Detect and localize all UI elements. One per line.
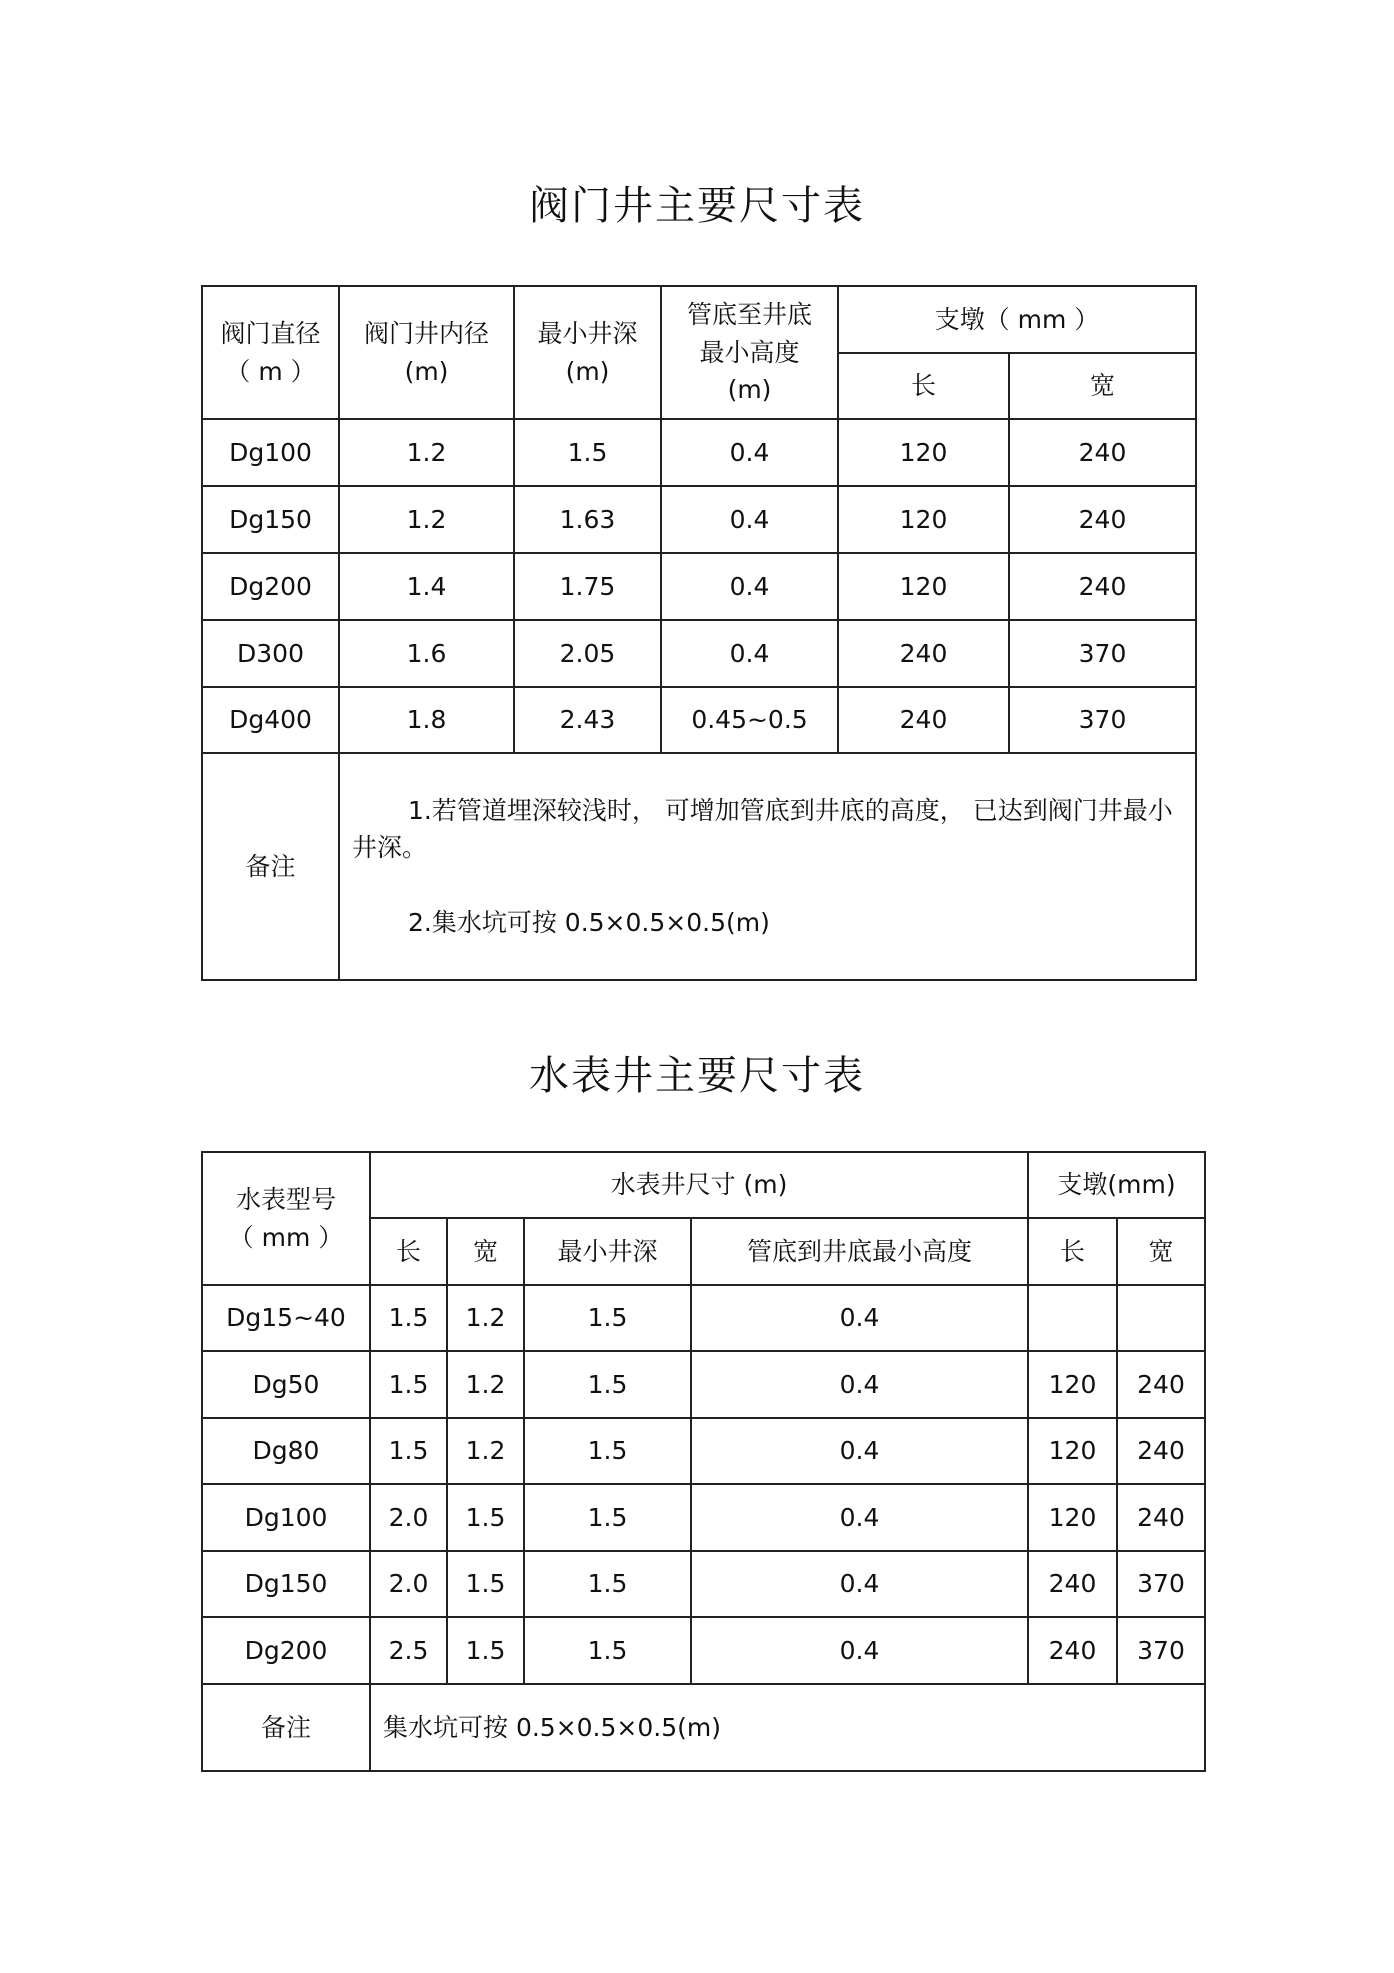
table-row xyxy=(202,553,1196,620)
cell-bottom-height: 0.4 xyxy=(691,1484,1028,1551)
cell-support-length: 240 xyxy=(1028,1551,1117,1617)
cell-bottom-height: 0.4 xyxy=(661,419,838,486)
cell-min-depth: 2.43 xyxy=(514,687,661,753)
cell-length: 2.0 xyxy=(370,1551,447,1617)
cell-support-width: 240 xyxy=(1009,486,1196,553)
cell-support-width: 240 xyxy=(1117,1418,1205,1484)
header-support-group: 支墩(mm) xyxy=(1028,1152,1205,1218)
cell-min-depth: 1.75 xyxy=(514,553,661,620)
cell-inner-diameter: 1.6 xyxy=(339,620,514,687)
header-size-group: 水表井尺寸 (m) xyxy=(370,1152,1028,1218)
cell-bottom-height: 0.4 xyxy=(661,553,838,620)
note-row xyxy=(202,753,1196,980)
cell-min-depth: 1.5 xyxy=(514,419,661,486)
cell-length: 2.0 xyxy=(370,1484,447,1551)
cell-bottom-height: 0.4 xyxy=(691,1418,1028,1484)
cell-bottom-height: 0.4 xyxy=(661,486,838,553)
cell-bottom-height: 0.4 xyxy=(691,1617,1028,1684)
cell-width: 1.2 xyxy=(447,1285,524,1351)
cell-support-width xyxy=(1117,1285,1205,1351)
header-support-length: 长 xyxy=(838,353,1009,419)
cell-width: 1.5 xyxy=(447,1484,524,1551)
cell-width: 1.2 xyxy=(447,1418,524,1484)
cell-length: 1.5 xyxy=(370,1285,447,1351)
header-length: 长 xyxy=(370,1218,447,1285)
table-row xyxy=(202,620,1196,687)
cell-inner-diameter: 1.8 xyxy=(339,687,514,753)
note-label: 备注 xyxy=(202,1684,370,1771)
cell-support-width: 240 xyxy=(1117,1351,1205,1418)
cell-min-depth: 1.5 xyxy=(524,1285,691,1351)
table-row xyxy=(202,1484,1205,1551)
cell-support-length: 120 xyxy=(1028,1351,1117,1418)
cell-model: Dg200 xyxy=(202,1617,370,1684)
table-row xyxy=(202,1351,1205,1418)
note-line-2: 2.集水坑可按 0.5×0.5×0.5(m) xyxy=(408,908,770,937)
table-row xyxy=(202,419,1196,486)
cell-support-width: 240 xyxy=(1117,1484,1205,1551)
note-row xyxy=(202,1684,1205,1771)
meter-table-title: 水表井主要尺寸表 xyxy=(529,1053,865,1099)
valve-well-dimension-table xyxy=(201,285,1197,981)
cell-model: Dg150 xyxy=(202,1551,370,1617)
cell-support-length: 120 xyxy=(838,419,1009,486)
water-meter-well-dimension-table xyxy=(201,1151,1206,1772)
cell-model: Dg80 xyxy=(202,1418,370,1484)
header-support-group: 支墩（ mm ） xyxy=(838,286,1196,353)
cell-model: Dg50 xyxy=(202,1351,370,1418)
cell-diameter: Dg200 xyxy=(202,553,339,620)
cell-bottom-height: 0.45~0.5 xyxy=(661,687,838,753)
cell-diameter: Dg400 xyxy=(202,687,339,753)
cell-support-length: 120 xyxy=(1028,1484,1117,1551)
cell-support-width: 370 xyxy=(1009,687,1196,753)
cell-diameter: Dg150 xyxy=(202,486,339,553)
header-bottom-height: 管底至井底 最小高度 (m) xyxy=(661,286,838,419)
cell-support-length: 240 xyxy=(1028,1617,1117,1684)
cell-min-depth: 1.5 xyxy=(524,1551,691,1617)
table-row xyxy=(202,1418,1205,1484)
table-row xyxy=(202,1285,1205,1351)
valve-table-title: 阀门井主要尺寸表 xyxy=(529,183,865,229)
cell-inner-diameter: 1.4 xyxy=(339,553,514,620)
cell-support-width: 240 xyxy=(1009,553,1196,620)
cell-min-depth: 1.5 xyxy=(524,1418,691,1484)
cell-width: 1.5 xyxy=(447,1551,524,1617)
cell-bottom-height: 0.4 xyxy=(691,1351,1028,1418)
header-support-length: 长 xyxy=(1028,1218,1117,1285)
cell-model: Dg15~40 xyxy=(202,1285,370,1351)
cell-support-length: 120 xyxy=(1028,1418,1117,1484)
header-inner-diameter: 阀门井内径 (m) xyxy=(339,286,514,419)
cell-inner-diameter: 1.2 xyxy=(339,419,514,486)
table-row xyxy=(202,1617,1205,1684)
cell-bottom-height: 0.4 xyxy=(691,1285,1028,1351)
cell-support-length xyxy=(1028,1285,1117,1351)
header-support-width: 宽 xyxy=(1117,1218,1205,1285)
cell-support-length: 120 xyxy=(838,553,1009,620)
cell-inner-diameter: 1.2 xyxy=(339,486,514,553)
cell-support-width: 240 xyxy=(1009,419,1196,486)
cell-support-width: 370 xyxy=(1117,1617,1205,1684)
cell-bottom-height: 0.4 xyxy=(691,1551,1028,1617)
cell-min-depth: 2.05 xyxy=(514,620,661,687)
header-support-width: 宽 xyxy=(1009,353,1196,419)
table-row xyxy=(202,486,1196,553)
header-min-depth: 最小井深 xyxy=(524,1218,691,1285)
header-valve-diameter: 阀门直径 （ m ） xyxy=(202,286,339,419)
cell-min-depth: 1.5 xyxy=(524,1484,691,1551)
cell-length: 1.5 xyxy=(370,1351,447,1418)
header-meter-model: 水表型号 （ mm ） xyxy=(202,1152,370,1285)
note-content: 集水坑可按 0.5×0.5×0.5(m) xyxy=(370,1684,1205,1771)
header-min-depth: 最小井深 (m) xyxy=(514,286,661,419)
cell-min-depth: 1.63 xyxy=(514,486,661,553)
note-line-1: 1.若管道埋深较浅时， 可增加管底到井底的高度， 已达到阀门井最小井深。 xyxy=(352,795,1173,862)
cell-bottom-height: 0.4 xyxy=(661,620,838,687)
table-row xyxy=(202,687,1196,753)
header-bottom-height: 管底到井底最小高度 xyxy=(691,1218,1028,1285)
cell-min-depth: 1.5 xyxy=(524,1617,691,1684)
note-label: 备注 xyxy=(202,753,339,980)
cell-length: 2.5 xyxy=(370,1617,447,1684)
table-row xyxy=(202,1551,1205,1617)
note-content xyxy=(339,753,1196,980)
cell-model: Dg100 xyxy=(202,1484,370,1551)
header-row xyxy=(202,1152,1205,1218)
cell-support-length: 120 xyxy=(838,486,1009,553)
header-row xyxy=(202,286,1196,353)
cell-support-width: 370 xyxy=(1009,620,1196,687)
cell-diameter: D300 xyxy=(202,620,339,687)
cell-width: 1.2 xyxy=(447,1351,524,1418)
cell-support-length: 240 xyxy=(838,687,1009,753)
cell-diameter: Dg100 xyxy=(202,419,339,486)
cell-support-length: 240 xyxy=(838,620,1009,687)
header-width: 宽 xyxy=(447,1218,524,1285)
cell-min-depth: 1.5 xyxy=(524,1351,691,1418)
cell-support-width: 370 xyxy=(1117,1551,1205,1617)
cell-width: 1.5 xyxy=(447,1617,524,1684)
cell-length: 1.5 xyxy=(370,1418,447,1484)
